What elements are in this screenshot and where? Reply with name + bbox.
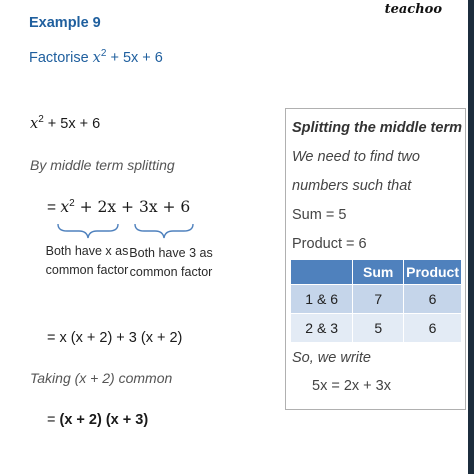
table-row: [291, 314, 462, 343]
question-x: x: [92, 50, 101, 66]
question-prefix: Factorise: [29, 50, 89, 66]
side-box-line1: We need to find two: [292, 149, 420, 165]
taking-common-label: Taking (x + 2) common: [30, 370, 173, 386]
given-expression: [30, 116, 100, 132]
table-cell-product: 6: [404, 314, 462, 343]
table-cell-pair: 2 & 3: [291, 314, 353, 343]
example-title: Example 9: [29, 15, 101, 31]
question: [29, 50, 163, 66]
side-box-line2: numbers such that: [292, 178, 412, 194]
expr-rest: + 5x + 6: [43, 116, 101, 132]
grouping-braces: [55, 222, 205, 240]
split-x: x: [60, 198, 70, 216]
final-equals: =: [47, 412, 56, 428]
pairs-table: [290, 259, 462, 343]
table-header-product: Product: [404, 260, 462, 285]
brace-right: [135, 224, 193, 238]
question-exponent: 2: [100, 48, 107, 60]
expr-x: x: [30, 116, 39, 132]
split-result: 5x = 2x + 3x: [312, 378, 391, 394]
sum-condition: Sum = 5: [292, 207, 347, 223]
question-rest: + 5x + 6: [106, 50, 163, 66]
table-cell-sum: 7: [353, 285, 404, 314]
table-header-pair: [291, 260, 353, 285]
side-box-title: Splitting the middle term: [292, 120, 462, 136]
so-we-write: So, we write: [292, 350, 371, 366]
method-label: By middle term splitting: [30, 157, 175, 173]
brace-note-right: Both have 3 as common factor: [129, 246, 213, 279]
table-cell-pair: 1 & 6: [291, 285, 353, 314]
final-expression: (x + 2) (x + 3): [59, 412, 149, 428]
table-header-sum: Sum: [353, 260, 404, 285]
table-row: [291, 285, 462, 314]
table-cell-product: 6: [404, 285, 462, 314]
table-cell-sum: 5: [353, 314, 404, 343]
split-exponent: 2: [69, 197, 75, 209]
teachoo-logo: teachoo: [384, 2, 442, 17]
split-step: [47, 198, 190, 217]
right-edge-strip: [468, 0, 474, 474]
table-header-row: [291, 260, 462, 285]
split-equals: =: [47, 199, 57, 216]
product-condition: Product = 6: [292, 236, 367, 252]
expr-exponent: 2: [38, 114, 44, 126]
brace-note-left: Both have x as common factor: [45, 244, 129, 277]
split-rest: + 2x + 3x + 6: [74, 198, 191, 216]
final-answer: [47, 412, 148, 428]
factor-step: = x (x + 2) + 3 (x + 2): [47, 330, 183, 346]
brace-left: [58, 224, 118, 238]
